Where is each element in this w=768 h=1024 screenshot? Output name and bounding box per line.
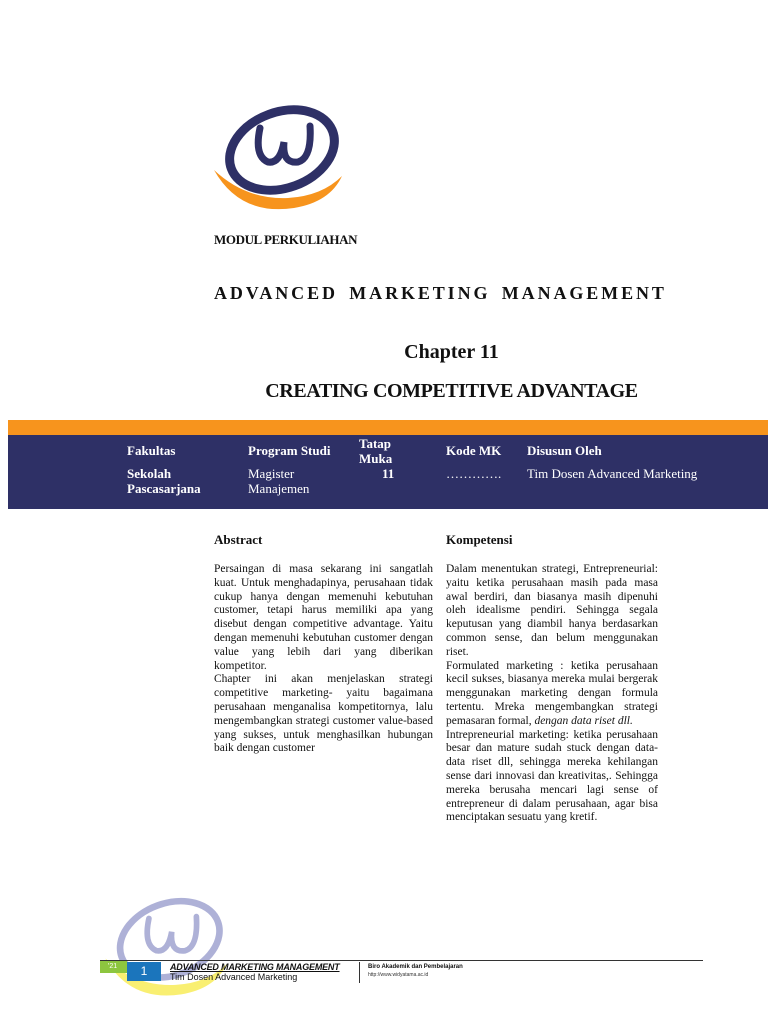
footer-author: Tim Dosen Advanced Marketing — [170, 972, 298, 982]
value-disusun-oleh: Tim Dosen Advanced Marketing — [527, 466, 698, 481]
abstract-text — [214, 563, 433, 756]
abstract-paragraph: Persaingan di masa sekarang ini sangatlah kuat. Untuk menghadapinya, perusahaan tidak cukup hanya dengan memenuhi kebutuhan customer, tetapi harus memiliki apa yang disebut dengan competitive advantage. Yaitu dengan memenuhi kebutuhan customer dengan value yang lebih dari yang diberikan kompetitor. — [214, 563, 433, 672]
value-fakultas: Sekolah Pascasarjana — [127, 466, 201, 496]
header-program-studi: Program Studi — [248, 443, 331, 458]
footer-course: ADVANCED MARKETING MANAGEMENT — [170, 962, 340, 972]
page-number: 1 — [127, 962, 161, 981]
header-kode-mk: Kode MK — [446, 443, 502, 458]
course-title: ADVANCED MARKETING MANAGEMENT — [214, 283, 667, 303]
value-tatap-muka: 11 — [382, 466, 395, 481]
value-kode-mk: …………. — [446, 466, 502, 481]
footer-url[interactable]: http://www.widyatama.ac.id — [368, 972, 429, 978]
kompetensi-heading: Kompetensi — [446, 532, 513, 547]
abstract-paragraph: Chapter ini akan menjelaskan strategi competitive marketing- yaitu bagaimana perusahaan menganalisa kompetitornya, lalu mengembangkan strategi customer value-based yang sukses, untuk menghasilkan hubungan baik dengan customer — [214, 673, 433, 755]
kompetensi-paragraph: Intrepreneurial marketing: ketika perusahaan besar dan mature sudah stuck dengan data-data riset dll, sehingga mereka kehilangan sense dari innovasi dan kreativitas,. Sehingga mereka berusaha mencari lagi sense of entrepreneur di dalam perusahaan, agar bisa menciptakan sesuatu yang kretif. — [446, 728, 658, 824]
university-logo — [210, 98, 346, 216]
footer-year-tag: '21 — [100, 961, 127, 973]
header-fakultas: Fakultas — [127, 443, 176, 458]
header-disusun-oleh: Disusun Oleh — [527, 443, 602, 458]
kompetensi-paragraph: Formulated marketing : ketika perusahaan kecil sukses, biasanya mereka mulai bergerak menggunakan marketing dengan formula tertentu. Mreka mengembangkan strategi pemasaran formal, dengan data riset dll. — [446, 659, 658, 727]
orange-band — [8, 420, 768, 435]
info-table — [8, 435, 768, 509]
header-tatap-muka: Tatap Muka — [359, 436, 393, 466]
chapter-number: Chapter 11 — [404, 341, 499, 363]
footer-watermark-logo — [100, 890, 232, 1002]
kompetensi-paragraph: Dalam menentukan strategi, Entrepreneurial: yaitu ketika perusahaan masih pada masa awal berdiri, dan biasanya masih dipenuhi oleh idealisme pendiri. Sehingga segala keputusan yang diambil hanya berdasarkan common sense, dan belum menggunakan riset. — [446, 563, 658, 658]
value-program-studi: Magister Manajemen — [248, 466, 310, 496]
abstract-heading: Abstract — [214, 532, 263, 547]
footer-divider — [359, 962, 360, 983]
footer-office: Biro Akademik dan Pembelajaran — [368, 964, 463, 970]
kompetensi-text — [446, 563, 658, 825]
chapter-title: CREATING COMPETITIVE ADVANTAGE — [265, 380, 638, 402]
modul-label: MODUL PERKULIAHAN — [214, 232, 358, 247]
footer-rule — [100, 960, 703, 961]
